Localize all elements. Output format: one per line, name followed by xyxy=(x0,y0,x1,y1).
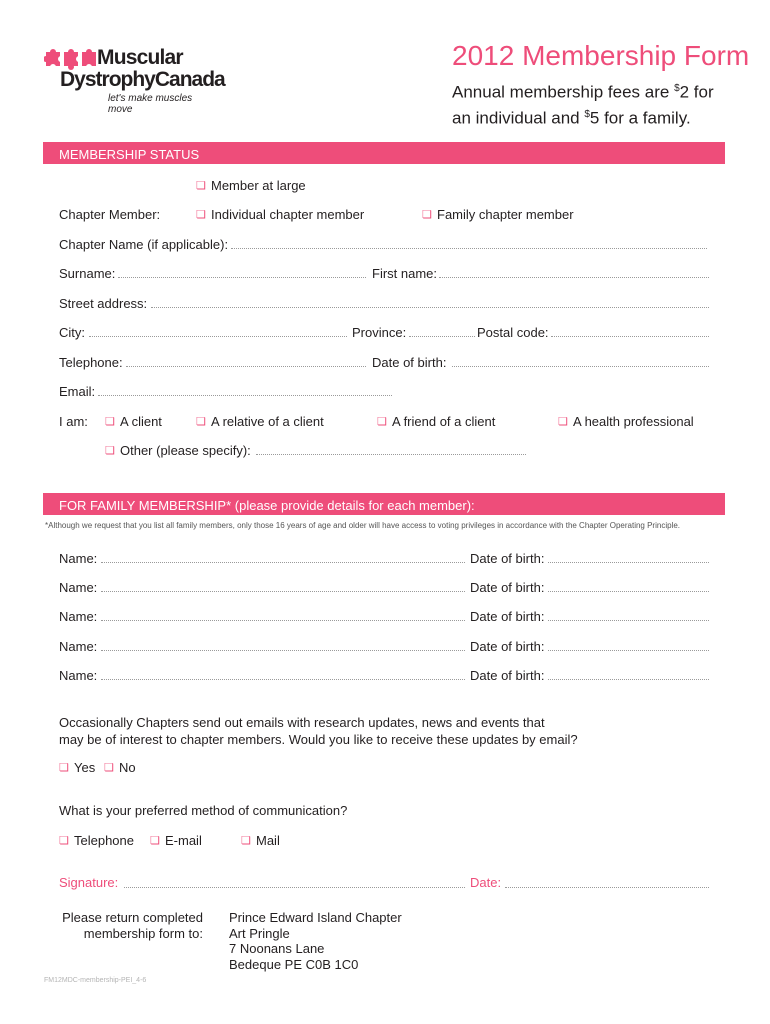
title-text: Membership Form xyxy=(522,40,750,71)
other-field[interactable] xyxy=(256,454,526,455)
chapter-name-field[interactable] xyxy=(231,248,707,249)
logo-line1: Muscular xyxy=(97,46,183,69)
chapter-name-label: Chapter Name (if applicable): xyxy=(59,237,229,252)
checkbox-icon[interactable]: ❏ xyxy=(59,762,69,774)
checkbox-icon[interactable]: ❏ xyxy=(105,416,115,428)
family-dob-field[interactable] xyxy=(548,650,709,651)
email-label: Email: xyxy=(59,384,96,399)
yes-label: Yes xyxy=(74,760,96,775)
logo-line2: DystrophyCanada xyxy=(60,68,225,91)
signature-label: Signature: xyxy=(59,875,119,890)
health-pro-label: A health professional xyxy=(573,414,694,429)
family-name-label: Name: xyxy=(59,580,98,595)
family-name-label: Name: xyxy=(59,551,98,566)
address-line: 7 Noonans Lane xyxy=(229,941,325,957)
return-address xyxy=(229,910,402,972)
fees-line2-pre: an individual and xyxy=(452,108,585,128)
family-name-field[interactable] xyxy=(101,679,465,680)
friend-label: A friend of a client xyxy=(392,414,496,429)
signature-field[interactable] xyxy=(124,887,465,888)
friend-option[interactable] xyxy=(377,414,495,429)
individual-chapter-label: Individual chapter member xyxy=(211,207,365,222)
family-note: *Although we request that you list all family members, only those 16 years of age and older will have access to voting privileges in accordance with the Chapter Operating Principle. xyxy=(45,521,680,530)
family-dob-field[interactable] xyxy=(548,679,709,680)
postal-field[interactable] xyxy=(551,336,709,337)
communication-question: What is your preferred method of communication? xyxy=(59,803,348,818)
client-option[interactable] xyxy=(105,414,162,429)
family-name-label: Name: xyxy=(59,609,98,624)
checkbox-icon[interactable]: ❏ xyxy=(377,416,387,428)
email-field[interactable] xyxy=(98,395,392,396)
family-dob-label: Date of birth: xyxy=(470,551,545,566)
checkbox-icon[interactable]: ❏ xyxy=(558,416,568,428)
province-label: Province: xyxy=(352,325,407,340)
no-label: No xyxy=(119,760,136,775)
fees-text xyxy=(452,78,714,129)
family-chapter-label: Family chapter member xyxy=(437,207,574,222)
comm-telephone-option[interactable] xyxy=(59,833,134,848)
return-label-line2: membership form to: xyxy=(83,926,203,941)
street-field[interactable] xyxy=(151,307,709,308)
family-dob-label: Date of birth: xyxy=(470,639,545,654)
logo xyxy=(44,46,225,115)
family-name-label: Name: xyxy=(59,639,98,654)
city-label: City: xyxy=(59,325,85,340)
family-name-field[interactable] xyxy=(101,591,465,592)
family-dob-label: Date of birth: xyxy=(470,609,545,624)
checkbox-icon[interactable]: ❏ xyxy=(105,445,115,457)
checkbox-icon[interactable]: ❏ xyxy=(196,180,206,192)
address-line: Bedeque PE C0B 1C0 xyxy=(229,956,359,972)
client-label: A client xyxy=(120,414,162,429)
family-name-field[interactable] xyxy=(101,620,465,621)
family-dob-label: Date of birth: xyxy=(470,580,545,595)
family-name-label: Name: xyxy=(59,668,98,683)
fees-line2-post: 5 for a family. xyxy=(589,108,691,128)
family-name-field[interactable] xyxy=(101,650,465,651)
comm-mail-option[interactable] xyxy=(241,833,280,848)
dob-label: Date of birth: xyxy=(372,355,447,370)
fees-sup2: $ xyxy=(584,108,590,120)
family-name-field[interactable] xyxy=(101,562,465,563)
member-at-large-option[interactable] xyxy=(196,178,306,193)
footer-code: FM12MDC-membership-PEI_4-6 xyxy=(44,977,147,984)
email-updates-line2: may be of interest to chapter members. Would you like to receive these updates by email? xyxy=(59,732,578,747)
family-dob-field[interactable] xyxy=(548,591,709,592)
first-name-field[interactable] xyxy=(439,277,709,278)
checkbox-icon[interactable]: ❏ xyxy=(196,416,206,428)
chapter-member-label: Chapter Member: xyxy=(59,207,161,222)
surname-field[interactable] xyxy=(118,277,366,278)
email-updates-line1: Occasionally Chapters send out emails with research updates, news and events that xyxy=(59,715,545,730)
page-title xyxy=(452,40,749,72)
comm-email-option[interactable] xyxy=(150,833,202,848)
province-field[interactable] xyxy=(409,336,475,337)
comm-mail-label: Mail xyxy=(256,833,280,848)
comm-email-label: E-mail xyxy=(165,833,202,848)
return-label xyxy=(59,910,203,942)
comm-telephone-label: Telephone xyxy=(74,833,134,848)
i-am-label: I am: xyxy=(59,414,88,429)
date-field[interactable] xyxy=(505,887,709,888)
postal-label: Postal code: xyxy=(477,325,549,340)
telephone-field[interactable] xyxy=(126,366,366,367)
no-option[interactable] xyxy=(104,760,136,775)
fees-sup1: $ xyxy=(674,83,680,94)
family-membership-bar: FOR FAMILY MEMBERSHIP* (please provide details for each member): xyxy=(43,493,725,515)
checkbox-icon[interactable]: ❏ xyxy=(59,835,69,847)
family-dob-label: Date of birth: xyxy=(470,668,545,683)
fees-line1-pre: Annual membership fees are xyxy=(452,82,675,102)
family-dob-field[interactable] xyxy=(548,620,709,621)
address-line: Art Pringle xyxy=(229,925,290,941)
title-year: 2012 xyxy=(452,40,515,71)
checkbox-icon[interactable]: ❏ xyxy=(422,209,432,221)
return-label-line1: Please return completed xyxy=(62,910,203,925)
other-option[interactable] xyxy=(105,443,251,458)
family-dob-field[interactable] xyxy=(548,562,709,563)
relative-option[interactable] xyxy=(196,414,324,429)
membership-status-bar: MEMBERSHIP STATUS xyxy=(43,142,725,164)
dob-field[interactable] xyxy=(452,366,709,367)
checkbox-icon[interactable]: ❏ xyxy=(241,835,251,847)
first-name-label: First name: xyxy=(372,266,438,281)
checkbox-icon[interactable]: ❏ xyxy=(150,835,160,847)
health-pro-option[interactable] xyxy=(558,414,694,429)
telephone-label: Telephone: xyxy=(59,355,123,370)
member-at-large-label: Member at large xyxy=(211,178,306,193)
checkbox-icon[interactable]: ❏ xyxy=(196,209,206,221)
surname-label: Surname: xyxy=(59,266,116,281)
logo-tagline: let's make muscles move xyxy=(108,93,193,115)
other-label: Other (please specify): xyxy=(120,443,251,458)
address-line: Prince Edward Island Chapter xyxy=(229,910,402,925)
family-chapter-option[interactable] xyxy=(422,207,574,222)
city-field[interactable] xyxy=(89,336,347,337)
individual-chapter-option[interactable] xyxy=(196,207,364,222)
relative-label: A relative of a client xyxy=(211,414,324,429)
street-label: Street address: xyxy=(59,296,148,311)
checkbox-icon[interactable]: ❏ xyxy=(104,762,114,774)
yes-option[interactable] xyxy=(59,760,95,775)
fees-line1-post: 2 for xyxy=(679,82,714,102)
email-updates-question xyxy=(59,714,578,748)
date-label: Date: xyxy=(470,875,502,890)
